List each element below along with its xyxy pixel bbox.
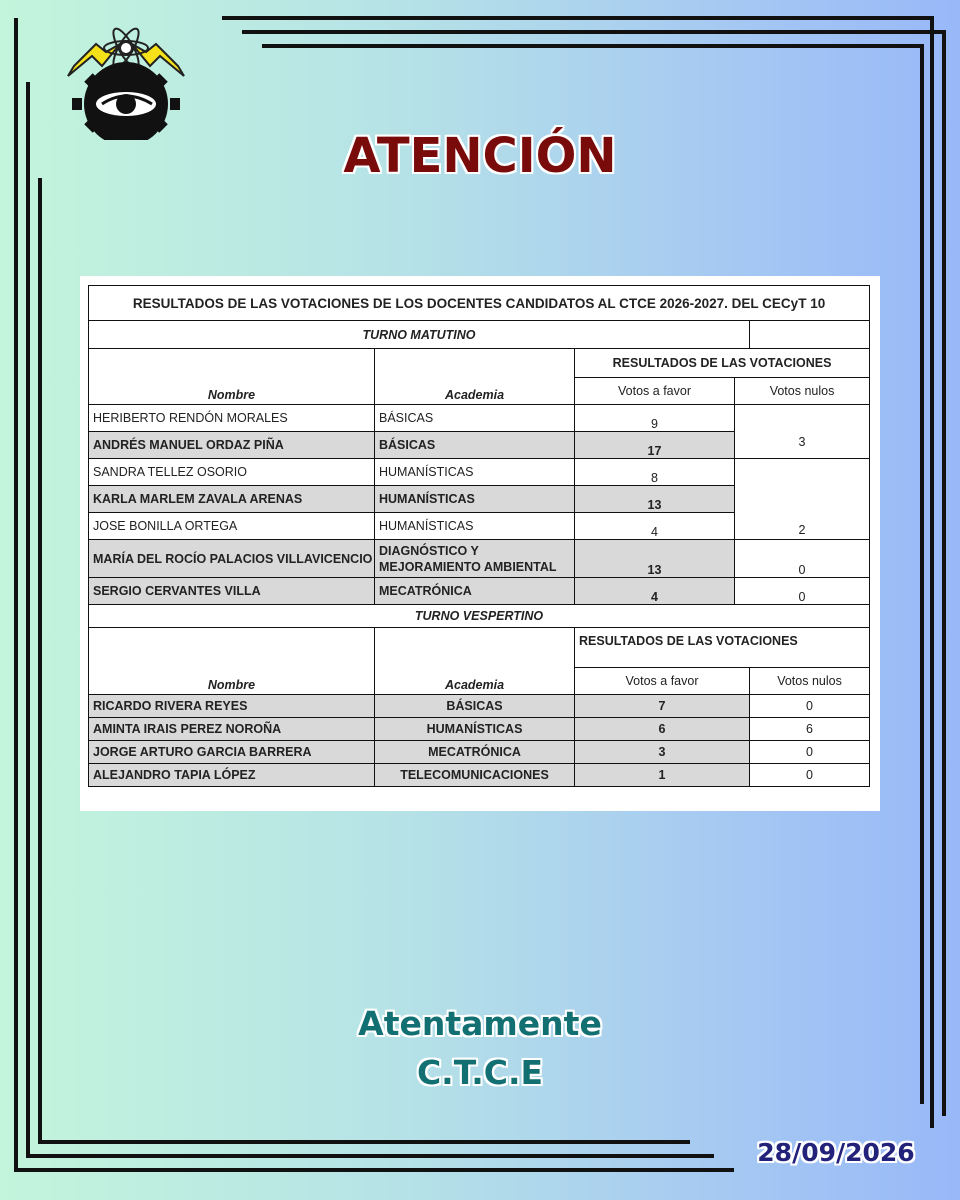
frame-right-line-3 — [920, 44, 924, 1104]
candidate-name: AMINTA IRAIS PEREZ NOROÑA — [89, 718, 375, 741]
candidate-academia: HUMANÍSTICAS — [375, 718, 575, 741]
candidate-name: RICARDO RIVERA REYES — [89, 695, 375, 718]
candidate-academia: BÁSICAS — [375, 405, 575, 432]
results-table — [88, 285, 870, 787]
candidate-name: JOSE BONILLA ORTEGA — [89, 513, 375, 540]
votos-nulos: 0 — [750, 764, 870, 787]
nombre-header: Nombre — [89, 628, 375, 695]
votos-favor-header: Votos a favor — [575, 378, 735, 405]
candidate-name: JORGE ARTURO GARCIA BARRERA — [89, 741, 375, 764]
votos-favor: 7 — [575, 695, 750, 718]
academia-header: Academia — [375, 349, 575, 405]
votos-nulos: 0 — [750, 741, 870, 764]
votos-favor: 8 — [575, 459, 735, 486]
votos-nulos-header: Votos nulos — [735, 378, 870, 405]
votos-favor: 1 — [575, 764, 750, 787]
frame-top-line-3 — [262, 44, 922, 48]
turno-vespertino-label: TURNO VESPERTINO — [89, 605, 870, 628]
footer-atentamente: Atentamente — [358, 1004, 602, 1043]
votos-nulos: 0 — [735, 540, 870, 578]
candidate-academia: HUMANÍSTICAS — [375, 486, 575, 513]
frame-left-line-1 — [14, 18, 18, 1170]
candidate-academia: HUMANÍSTICAS — [375, 513, 575, 540]
candidate-academia: BÁSICAS — [375, 695, 575, 718]
votos-nulos-header: Votos nulos — [750, 668, 870, 695]
candidate-name: ANDRÉS MANUEL ORDAZ PIÑA — [89, 432, 375, 459]
candidate-academia: DIAGNÓSTICO Y MEJORAMIENTO AMBIENTAL — [375, 540, 575, 578]
frame-right-line-2 — [942, 30, 946, 1116]
votos-favor-header: Votos a favor — [575, 668, 750, 695]
page-title: ATENCIÓN — [343, 128, 617, 184]
candidate-name: HERIBERTO RENDÓN MORALES — [89, 405, 375, 432]
candidate-name: KARLA MARLEM ZAVALA ARENAS — [89, 486, 375, 513]
votos-favor: 17 — [575, 432, 735, 459]
candidate-name: SANDRA TELLEZ OSORIO — [89, 459, 375, 486]
votos-nulos-humanisticas: 2 — [735, 459, 870, 540]
votos-favor: 6 — [575, 718, 750, 741]
frame-left-line-3 — [38, 178, 42, 1142]
votos-favor: 4 — [575, 513, 735, 540]
votos-favor: 3 — [575, 741, 750, 764]
frame-bottom-line-2 — [26, 1154, 714, 1158]
votos-nulos: 0 — [750, 695, 870, 718]
nombre-header: Nombre — [89, 349, 375, 405]
document-title: RESULTADOS DE LAS VOTACIONES DE LOS DOCENTES CANDIDATOS AL CTCE 2026-2027. DEL CECyT 10 — [89, 286, 870, 321]
votos-favor: 13 — [575, 486, 735, 513]
school-logo-icon — [62, 22, 190, 140]
candidate-name: ALEJANDRO TAPIA LÓPEZ — [89, 764, 375, 787]
candidate-name: MARÍA DEL ROCÍO PALACIOS VILLAVICENCIO — [89, 540, 375, 578]
candidate-academia: HUMANÍSTICAS — [375, 459, 575, 486]
frame-top-line-1 — [222, 16, 934, 20]
candidate-academia: MECATRÓNICA — [375, 741, 575, 764]
candidate-academia: BÁSICAS — [375, 432, 575, 459]
empty-cell — [750, 321, 870, 349]
candidate-name: SERGIO CERVANTES VILLA — [89, 578, 375, 605]
votos-nulos: 6 — [750, 718, 870, 741]
academia-header: Academia — [375, 628, 575, 695]
frame-left-line-2 — [26, 82, 30, 1156]
results-document — [80, 276, 880, 811]
resultados-header: RESULTADOS DE LAS VOTACIONES — [575, 349, 870, 378]
frame-bottom-line-1 — [38, 1140, 690, 1144]
candidate-academia: MECATRÓNICA — [375, 578, 575, 605]
votos-favor: 13 — [575, 540, 735, 578]
resultados-header: RESULTADOS DE LAS VOTACIONES — [575, 628, 870, 668]
votos-nulos: 0 — [735, 578, 870, 605]
frame-bottom-line-3 — [14, 1168, 734, 1172]
publication-date: 28/09/2026 — [757, 1138, 915, 1167]
frame-top-line-2 — [242, 30, 946, 34]
candidate-academia: TELECOMUNICACIONES — [375, 764, 575, 787]
votos-favor: 9 — [575, 405, 735, 432]
turno-matutino-label: TURNO MATUTINO — [89, 321, 750, 349]
footer-ctce: C.T.C.E — [416, 1053, 544, 1092]
votos-nulos-basicas: 3 — [735, 405, 870, 459]
votos-favor: 4 — [575, 578, 735, 605]
